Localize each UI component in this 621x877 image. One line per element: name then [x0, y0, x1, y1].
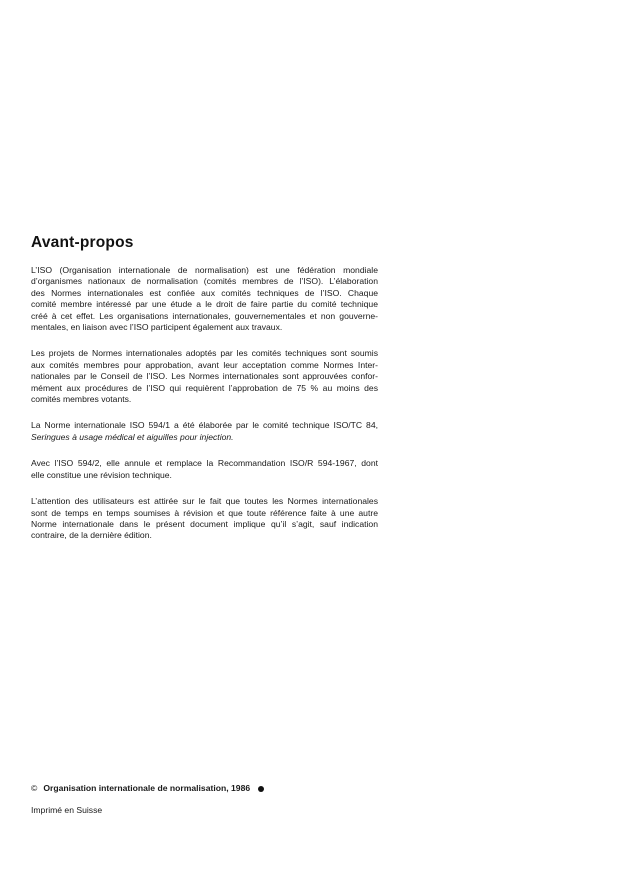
committee-title-italic: Seringues à usage médical et aiguilles pour injection. [31, 431, 234, 442]
text-line: L’ISO (Organisation internationale de normalisation) est une fédération mondiale [31, 265, 378, 275]
foreword-body [31, 265, 378, 557]
copyright-footer [31, 783, 264, 793]
bullet-icon [258, 786, 264, 792]
copyright-text: Organisation internationale de normalisation, 1986 [43, 783, 251, 793]
text-line: sont de temps en temps soumises à révision et que toute référence faite à une autre [31, 507, 378, 518]
text-line: contraire, de la dernière édition. [31, 530, 152, 541]
text-line: Les projets de Normes internationales adoptés par les comités techniques sont soumis [31, 348, 378, 359]
paragraph-technical-committee [31, 420, 378, 443]
text-line: créé à cet effet. Les organisations internationales, gouvernementales et non gouverne- [31, 310, 378, 321]
text-line: d’organismes nationaux de normalisation (comités membres de l’ISO). L’élaboration [31, 276, 378, 287]
text-line: Avec l’ISO 594/2, elle annule et remplace la Recommandation ISO/R 594-1967, dont [31, 458, 378, 469]
text-line: nationales par le Conseil de l’ISO. Les Normes internationales sont approuvées confor- [31, 371, 378, 382]
page-title: Avant-propos [31, 234, 134, 251]
text-line: La Norme internationale ISO 594/1 a été élaborée par le comité technique ISO/TC 84, [31, 420, 378, 431]
text-line: Norme internationale dans le présent document implique qu’il s’agit, sauf indication [31, 518, 378, 529]
printed-in-text: Imprimé en Suisse [31, 805, 103, 815]
text-line: elle constitue une révision technique. [31, 469, 172, 480]
text-line: aux comités membres pour approbation, avant leur acceptation comme Normes Inter- [31, 359, 378, 370]
paragraph-attention [31, 496, 378, 542]
copyright-symbol: © [31, 783, 38, 793]
text-line: mément aux procédures de l’ISO qui requièrent l’approbation de 75 % au moins des [31, 382, 378, 393]
paragraph-iso-intro [31, 265, 378, 333]
paragraph-revision [31, 458, 378, 481]
text-line: des Normes internationales est confiée aux comités techniques de l’ISO. Chaque [31, 287, 378, 298]
text-line: comité membre intéressé par une étude a le droit de faire partie du comité technique [31, 299, 378, 310]
text-line: mentales, en liaison avec l’ISO participent également aux travaux. [31, 322, 283, 333]
text-line: L’attention des utilisateurs est attirée sur le fait que toutes les Normes internationales [31, 496, 378, 507]
paragraph-approval [31, 348, 378, 405]
text-line: comités membres votants. [31, 394, 132, 405]
